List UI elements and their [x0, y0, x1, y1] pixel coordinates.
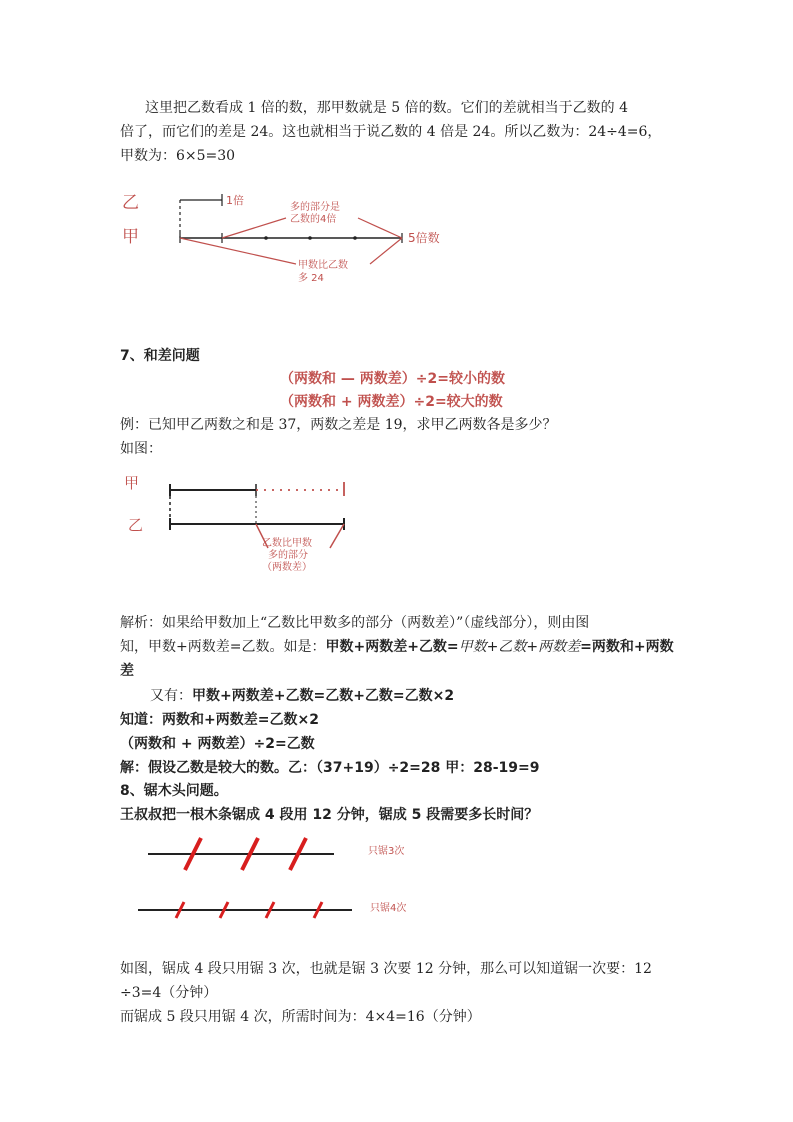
multiple-diagram — [118, 188, 480, 288]
jia-more-line2: 多 24 — [298, 273, 324, 284]
sec6-para-line3: 甲数为：6×5=30 — [120, 148, 236, 164]
sec7-analysis-line3: 差 — [120, 663, 134, 679]
jia-dot-1 — [264, 236, 268, 240]
jia-dot-2 — [308, 236, 312, 240]
sec8-para-line1: 如图，锯成 4 段只用锯 3 次，也就是锯 3 次要 12 分钟，那么可以知道锯一次要：12 — [120, 961, 652, 977]
sec8-question: 王叔叔把一根木条锯成 4 段用 12 分钟，锯成 5 段需要多长时间？ — [120, 807, 539, 823]
diagram-label-jia: 甲 — [124, 474, 140, 492]
one-times-label: 1倍 — [226, 194, 244, 207]
diagram-label-jia: 甲 — [122, 227, 139, 247]
more-part-line2: 乙数的4倍 — [290, 214, 337, 225]
analysis-italic: 甲数+乙数+两数差 — [458, 639, 581, 655]
analysis-bold-end: =两数和+两数 — [580, 639, 674, 655]
brace-down-right — [370, 238, 402, 264]
sec7-analysis-line2 — [120, 636, 674, 658]
sec7-formula-larger: （两数和 + 两数差）÷2=较大的数 — [280, 394, 503, 410]
sec6-para-line2: 倍了，而它们的差是 24。这也就相当于说乙数的 4 倍是 24。所以乙数为：24÷4=6， — [120, 124, 662, 140]
label-three-cuts: 只锯3次 — [368, 846, 405, 857]
note-line2: 多的部分 — [268, 550, 308, 561]
brace-up-right — [358, 218, 402, 238]
sec7-analysis-line1: 解析：如果给甲数加上“乙数比甲数多的部分（两数差）”（虚线部分），则由图 — [120, 615, 590, 631]
sec7-heading: 7、和差问题 — [120, 348, 200, 364]
brace-right — [330, 524, 344, 548]
sec6-para-line1: 这里把乙数看成 1 倍的数，那甲数就是 5 倍的数。它们的差就相当于乙数的 4 — [145, 100, 628, 116]
analysis-bold: 甲数+两数差+乙数= — [325, 639, 459, 655]
sec7-as-figure: 如图： — [120, 441, 162, 457]
sec8-para-line3: 而锯成 5 段只用锯 4 次，所需时间为：4×4=16（分钟） — [120, 1009, 481, 1025]
label-four-cuts: 只锯4次 — [370, 903, 407, 914]
sec8-heading: 8、锯木头问题。 — [120, 783, 228, 799]
sum-difference-diagram — [118, 468, 358, 580]
sec7-formula-smaller: （两数和 — 两数差）÷2=较小的数 — [280, 371, 505, 387]
diagram-label-yi: 乙 — [128, 516, 144, 534]
sec7-also-line — [150, 685, 454, 707]
sec7-know: 知道：两数和+两数差=乙数×2 — [120, 712, 319, 728]
brace-down-left — [180, 238, 296, 264]
diagram-label-yi: 乙 — [122, 193, 139, 213]
sec7-example: 例：已知甲乙两数之和是 37，两数之差是 19，求甲乙两数各是多少？ — [120, 417, 557, 433]
five-times-label: 5倍数 — [408, 231, 440, 245]
more-part-line1: 多的部分是 — [290, 202, 340, 213]
sawing-diagram — [138, 832, 438, 924]
brace-up-left — [222, 218, 286, 238]
sec7-formula-yi: （两数和 + 两数差）÷2=乙数 — [120, 736, 315, 752]
analysis-text: 知，甲数+两数差=乙数。如是： — [120, 639, 326, 655]
sec7-solution: 解：假设乙数是较大的数。乙：（37+19）÷2=28 甲：28-19=9 — [120, 760, 540, 776]
also-prefix: 又有： — [150, 688, 192, 704]
jia-dot-3 — [353, 236, 357, 240]
jia-more-line1: 甲数比乙数 — [298, 260, 348, 271]
sec8-para-line2: ÷3=4（分钟） — [120, 985, 218, 1001]
also-formula: 甲数+两数差+乙数=乙数+乙数=乙数×2 — [192, 688, 455, 704]
note-line3: （两数差） — [262, 562, 312, 573]
note-line1: 乙数比甲数 — [262, 538, 312, 549]
